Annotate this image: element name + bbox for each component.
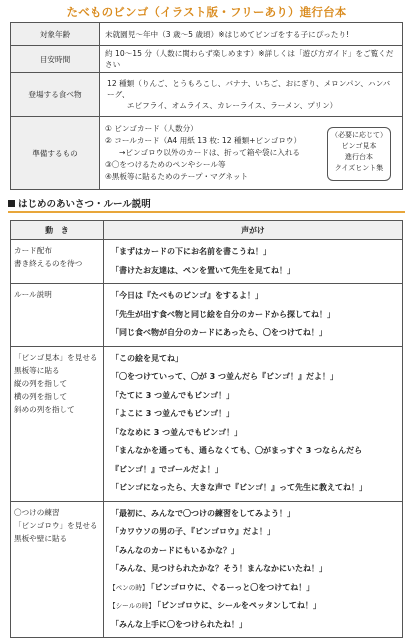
cue-text: 斜めの列を指して (14, 404, 75, 414)
script-line: 「ななめに 3 つ並んでもビンゴ！」 (111, 427, 243, 437)
section-divider (8, 211, 405, 213)
prep-item: ③〇をつけるためのペンやシール等 (105, 160, 226, 169)
prep-item: ② コールカード（A4 用紙 13 枚: 12 種類+ビンゴロウ） (105, 136, 302, 145)
info-table (10, 22, 403, 190)
optional-item: 進行台本 (345, 153, 373, 161)
lines-cell (104, 346, 403, 501)
script-row (11, 501, 403, 638)
prep-item: →ビンゴロウ以外のカードは、折って箱や袋に入れる (119, 148, 301, 157)
script-line: 「まんなかを通っても、通らなくても、〇がまっすぐ 3 つならんだら (111, 446, 363, 455)
script-line: 「同じ食べ物が自分のカードにあったら、〇をつけてね！」 (111, 328, 327, 337)
script-row (11, 284, 403, 347)
script-row (11, 240, 403, 284)
cue-cell (11, 346, 104, 501)
lines-column-header: 声がけ (104, 221, 403, 240)
foods-line: エビフライ、オムライス、カレーライス、ラーメン、プリン） (127, 101, 338, 110)
lines-cell (104, 284, 403, 347)
script-table (10, 220, 403, 638)
cue-cell (11, 501, 104, 638)
script-line: 『ビンゴ！』でゴールだよ！」 (111, 464, 223, 474)
cue-text: ルール説明 (14, 290, 52, 299)
page-title: たべものビンゴ（イラスト版・フリーあり）進行台本 (66, 5, 347, 19)
prep-label: 準備するもの (11, 117, 100, 190)
optional-item: クイズヒント集 (334, 164, 384, 172)
section-heading (8, 196, 151, 210)
cue-cell (11, 284, 104, 347)
prep-item: ① ビンゴカード（人数分） (105, 124, 198, 133)
foods-value (100, 73, 403, 117)
script-line: 「先生が出す食べ物と同じ絵を自分のカードから探してね！」 (111, 309, 335, 319)
foods-line: 12 種類（りんご、とうもろこし、バナナ、いちご、おにぎり、メロンパン、ハンバーグ、 (107, 79, 391, 99)
script-line: 「〇をつけていって、〇が 3 つ並んだら『ビンゴ！』だよ！」 (111, 372, 338, 381)
script-line: 「まずはカードの下にお名前を書こうね！」 (111, 247, 271, 256)
cue-column-header: 動 き (11, 221, 104, 240)
cue-text: 黒板や壁に貼る (14, 533, 68, 543)
script-line: 「書けたお友達は、ペンを置いて先生を見てね！」 (111, 265, 295, 275)
cue-cell (11, 240, 104, 284)
duration-label: 目安時間 (11, 46, 100, 73)
script-line: 「最初に、みんなで〇つけの練習をしてみよう！」 (111, 508, 295, 518)
script-line: 「ビンゴになったら、大きな声で『ビンゴ！』って先生に教えてね！」 (111, 483, 367, 492)
cue-text: 黒板等に貼る (14, 365, 60, 375)
script-line: 【ペンの時】 「ビンゴロウに、ぐるーっと〇をつけてね！」 (109, 582, 315, 592)
cue-text: 〇つけの練習 (14, 507, 60, 517)
script-line: 「よこに 3 つ並んでもビンゴ！」 (111, 409, 235, 418)
prep-item: ④黒板等に貼るためのテープ・マグネット (105, 172, 249, 181)
optional-items-box (327, 127, 391, 181)
script-line: 「みんなのカードにもいるかな？」 (111, 545, 239, 555)
script-row (11, 346, 403, 501)
optional-item: ビンゴ見本 (341, 142, 377, 150)
cue-text: 縦の列を指して (14, 378, 68, 388)
foods-label: 登場する食べ物 (11, 73, 100, 117)
target-age-label: 対象年齢 (11, 23, 100, 46)
script-line: 【シールの時】 「ビンゴロウに、シールをペッタンしてね！」 (109, 601, 321, 610)
lines-cell (104, 501, 403, 638)
cue-text: 横の列を指して (14, 391, 68, 401)
cue-text: 書き終えるのを待つ (14, 259, 83, 268)
script-line: 「この絵を見てね」 (111, 353, 183, 363)
script-line: 「今日は『たべものビンゴ』をするよ！」 (111, 291, 263, 300)
script-line: 「みんな上手に〇をつけられたね！」 (111, 619, 247, 629)
script-line: 「カワウソの男の子、『ビンゴロウ』だよ！」 (111, 527, 275, 536)
script-line: 「みんな、見つけられたかな？そう！まんなかにいたね！」 (111, 564, 327, 573)
cue-text: カード配布 (14, 246, 52, 255)
target-age-value: 未就園児～年中（3 歳～5 歳頃）※はじめてビンゴをする子にぴったり! (100, 23, 403, 46)
optional-item: （必要に応じて） (331, 131, 387, 139)
cue-text: 「ビンゴ見本」を見せる (14, 352, 98, 362)
duration-value: 約 10～15 分（人数に関わらず楽しめます）※詳しくは「遊び方ガイド」をご覧ください (100, 46, 403, 73)
cue-text: 「ビンゴロウ」を見せる (14, 520, 98, 530)
lines-cell (104, 240, 403, 284)
prep-value (100, 117, 403, 190)
section-heading-text: はじめのあいさつ・ルール説明 (18, 199, 151, 210)
square-bullet-icon (8, 200, 15, 207)
script-line: 「たてに 3 つ並んでもビンゴ！」 (111, 390, 235, 400)
